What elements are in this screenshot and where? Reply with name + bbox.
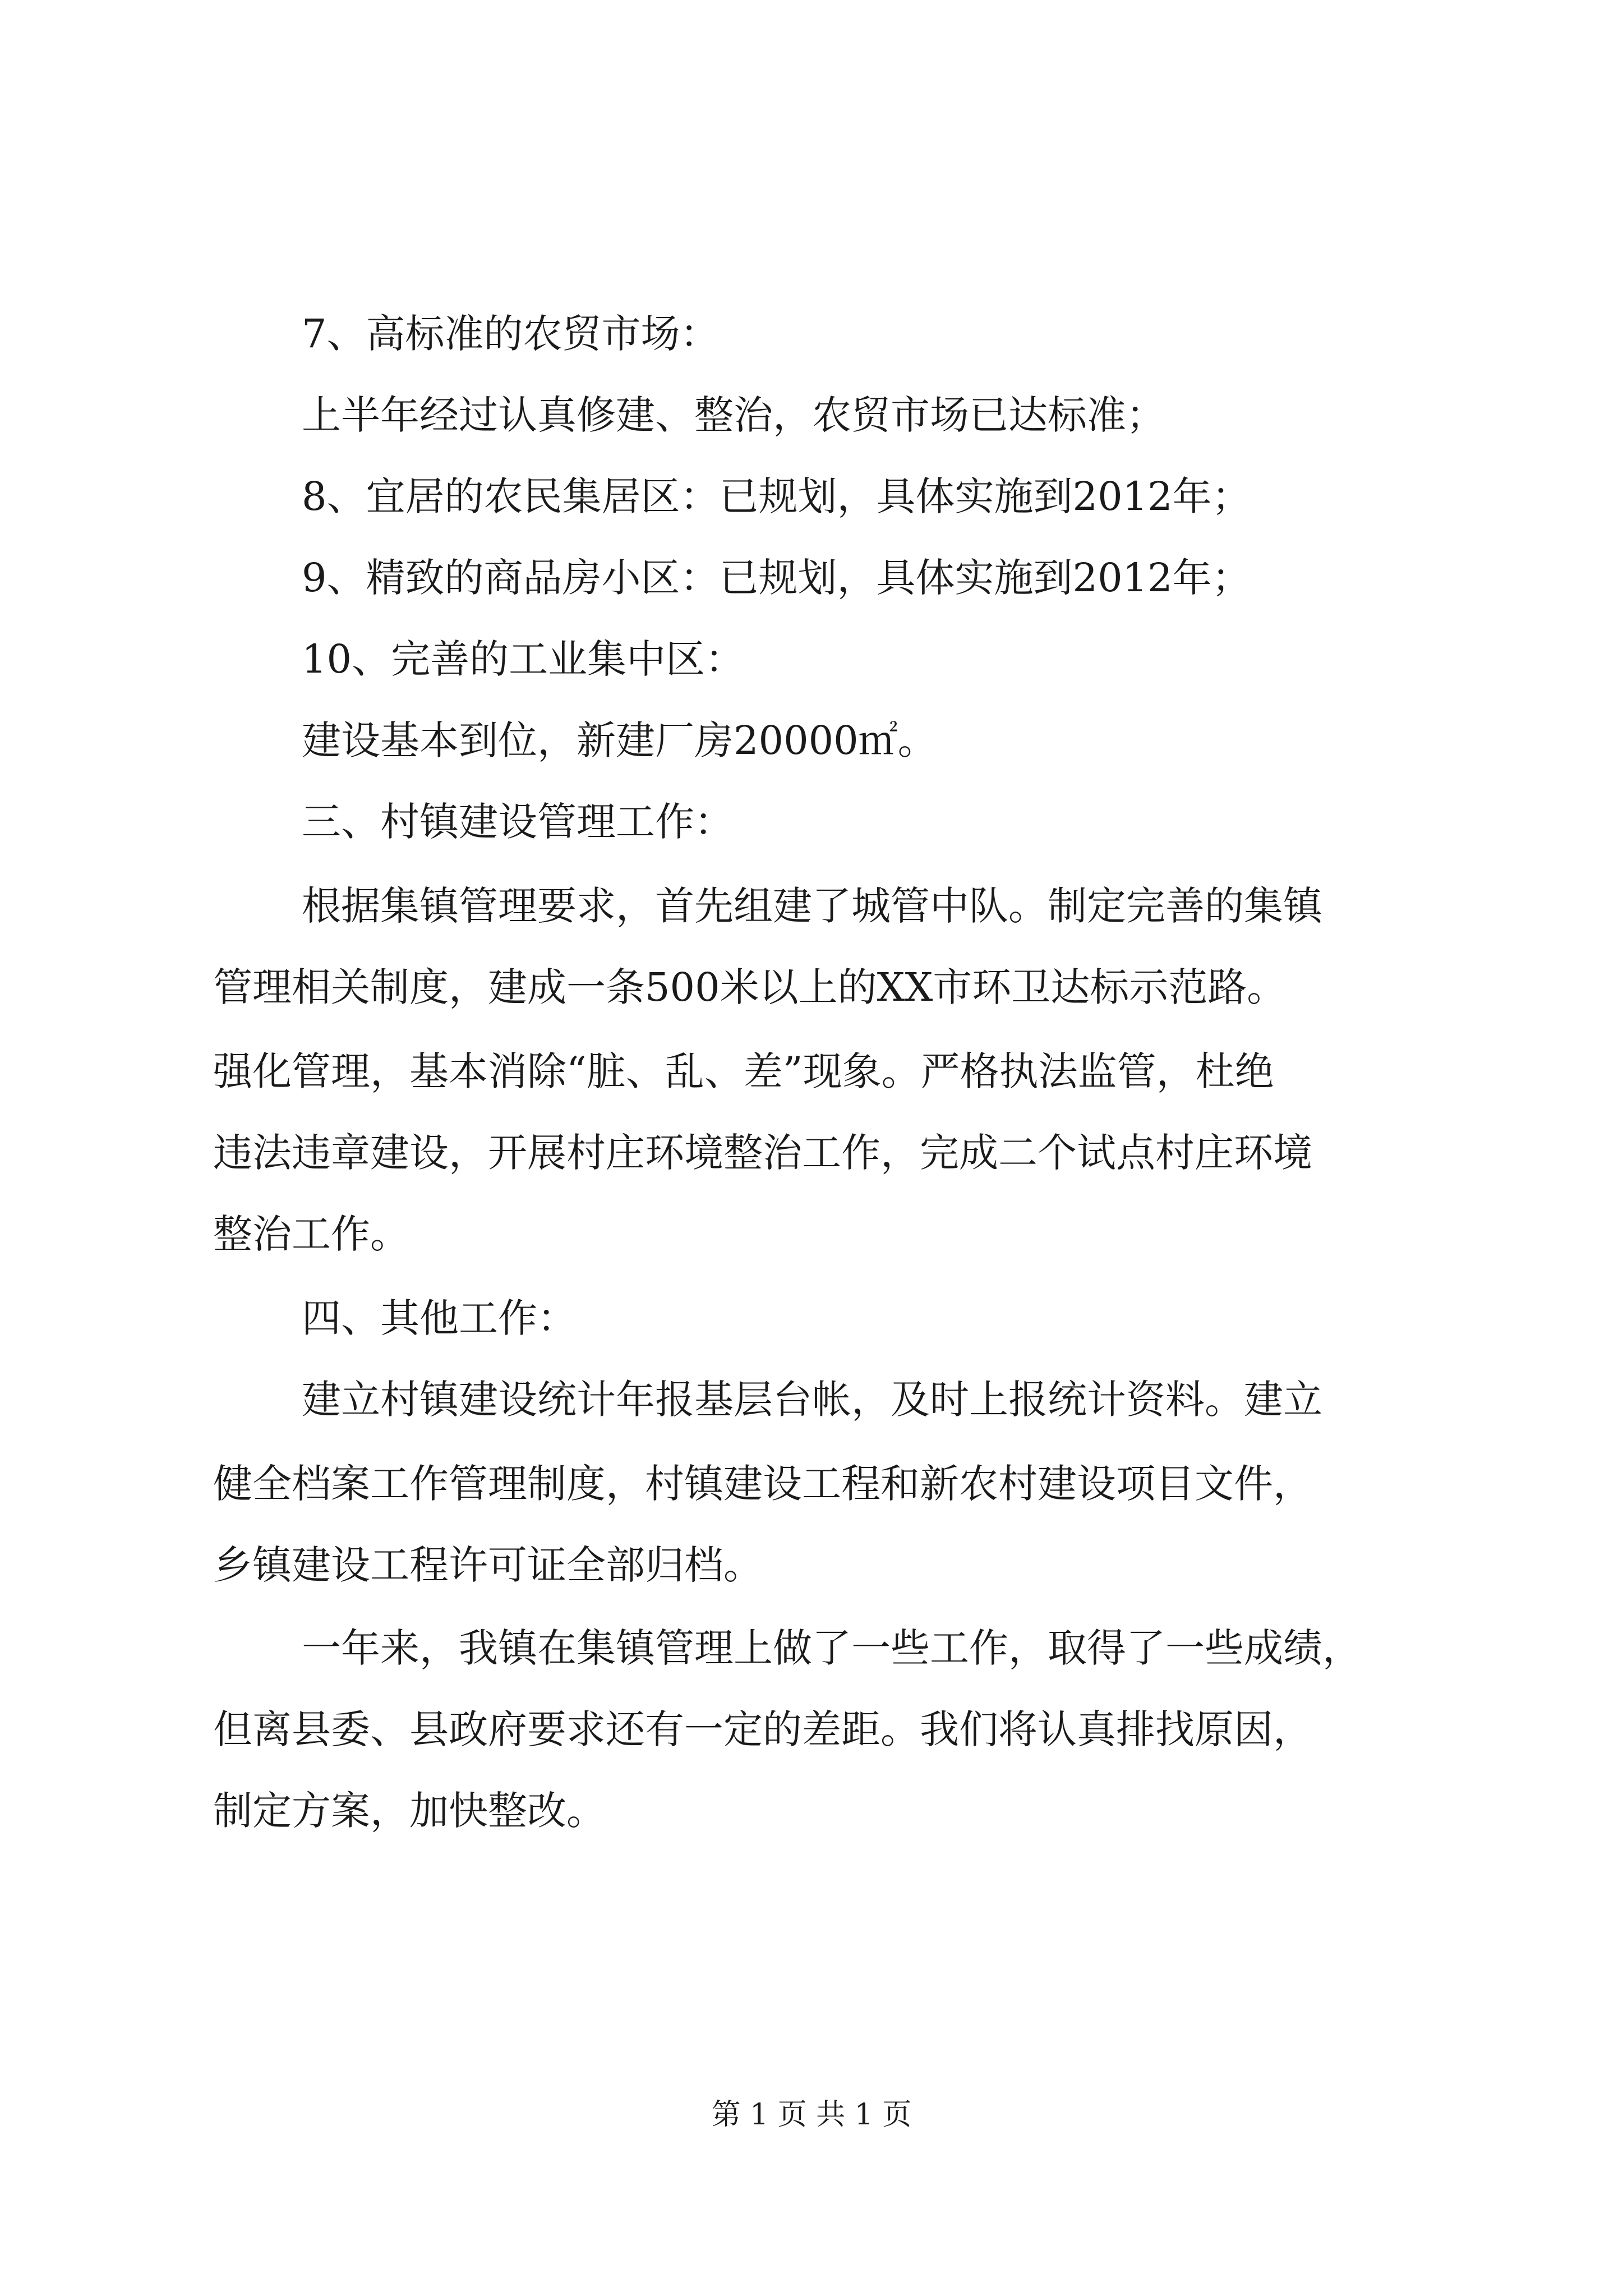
paragraph-line: 乡镇建设工程许可证全部归档。 — [213, 1542, 763, 1588]
paragraph-line: 根据集镇管理要求，首先组建了城管中队。制定完善的集镇 — [302, 883, 1322, 929]
heading-item-9: 9、精致的商品房小区：已规划，具体实施到2012年； — [302, 555, 1251, 601]
paragraph-line: 一年来，我镇在集镇管理上做了一些工作，取得了一些成绩， — [302, 1625, 1362, 1671]
paragraph-line: 整治工作。 — [213, 1211, 409, 1257]
paragraph-line: 健全档案工作管理制度，村镇建设工程和新农村建设项目文件， — [213, 1461, 1312, 1507]
section-heading-3: 三、村镇建设管理工作： — [302, 799, 734, 845]
section-heading-4: 四、其他工作： — [302, 1295, 577, 1341]
page-footer: 第 1 页 共 1 页 — [711, 2098, 912, 2132]
paragraph-line: 制定方案，加快整改。 — [213, 1788, 606, 1834]
paragraph-line: 建立村镇建设统计年报基层台帐，及时上报统计资料。建立 — [302, 1377, 1322, 1423]
heading-item-8: 8、宜居的农民集居区：已规划，具体实施到2012年； — [302, 473, 1251, 519]
heading-item-10: 10、完善的工业集中区： — [302, 636, 745, 682]
paragraph-line: 上半年经过认真修建、整治，农贸市场已达标准； — [302, 392, 1165, 438]
paragraph-line: 强化管理，基本消除“脏、乱、差”现象。严格执法监管，杜绝 — [213, 1048, 1274, 1094]
paragraph-line: 建设基本到位，新建厂房20000㎡。 — [302, 717, 937, 763]
paragraph-line: 但离县委、县政府要求还有一定的差距。我们将认真排找原因， — [213, 1706, 1312, 1752]
paragraph-line: 管理相关制度，建成一条500米以上的XX市环卫达标示范路。 — [213, 964, 1287, 1010]
heading-item-7: 7、高标准的农贸市场： — [302, 311, 720, 357]
paragraph-line: 违法违章建设，开展村庄环境整治工作，完成二个试点村庄环境 — [213, 1130, 1312, 1176]
